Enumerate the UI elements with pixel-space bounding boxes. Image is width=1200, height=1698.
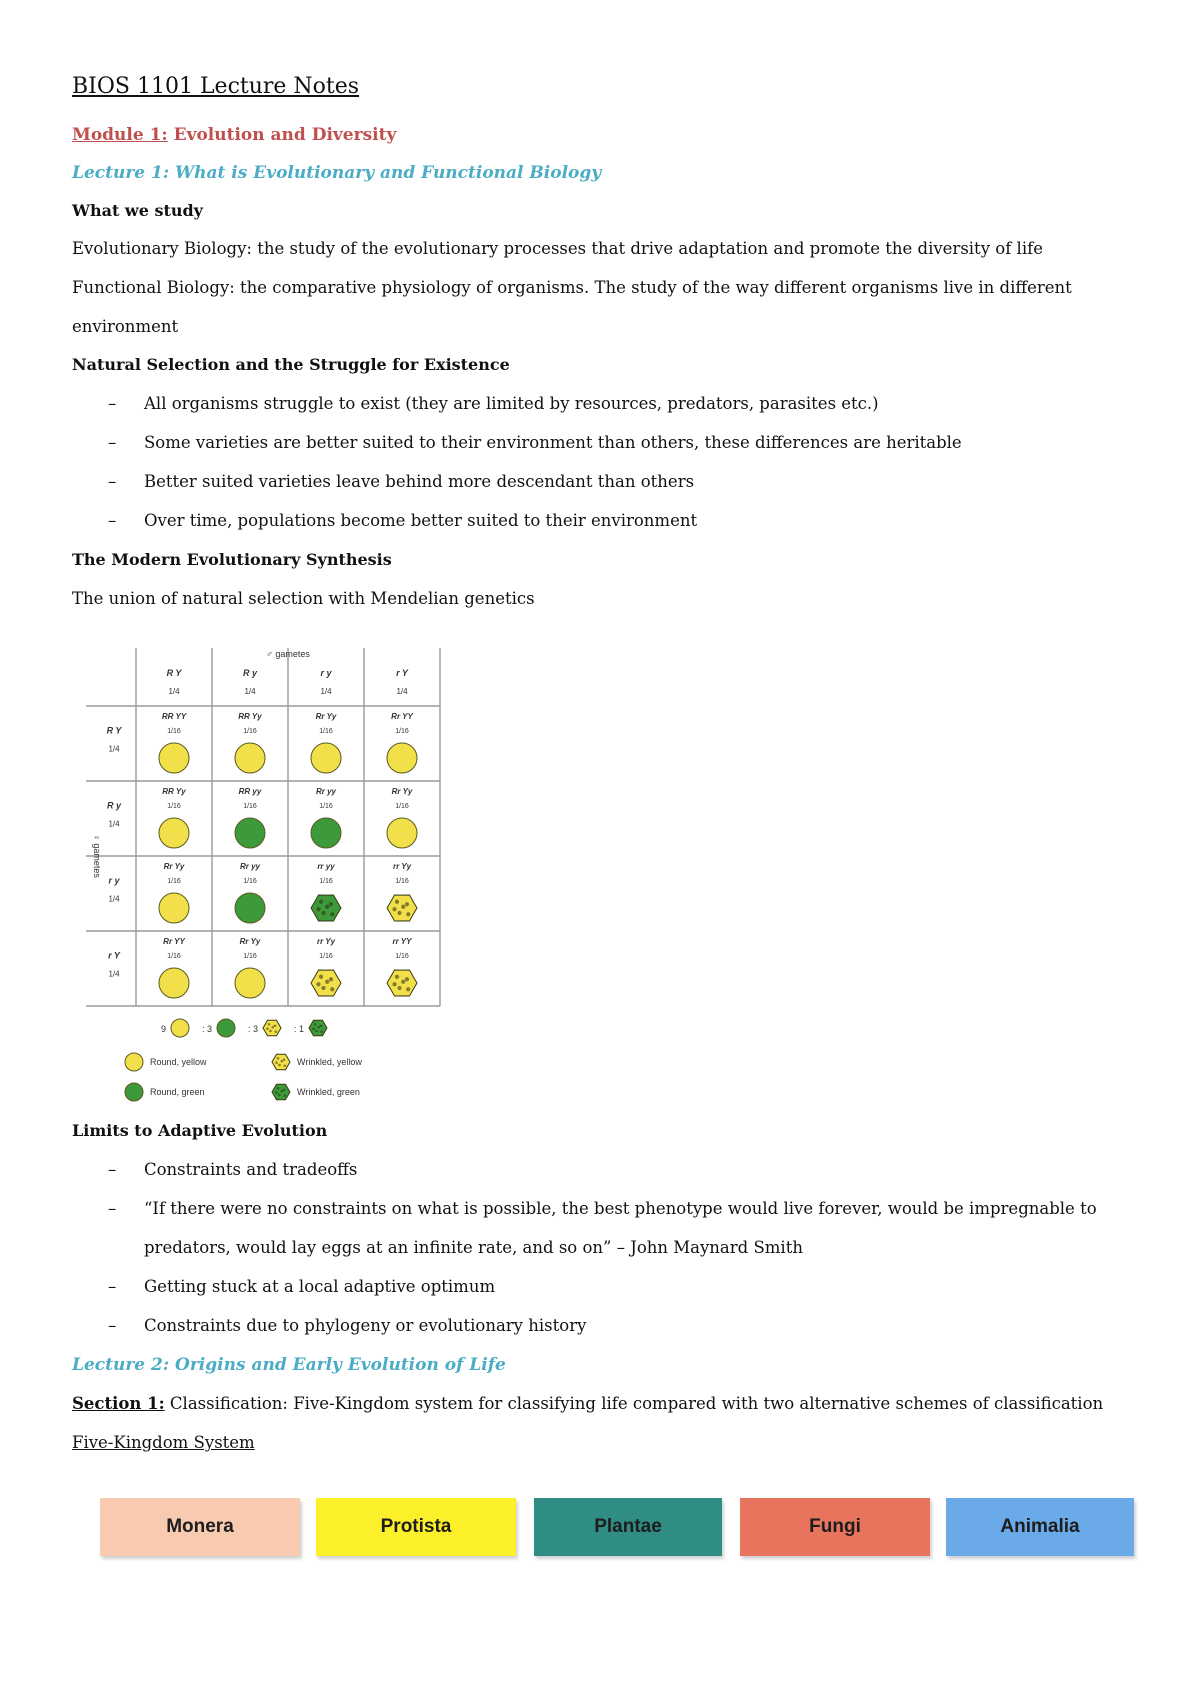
wrinkle-spot: [274, 1030, 277, 1033]
cell-fraction: 1/16: [243, 953, 257, 960]
cell-genotype: RR Yy: [162, 787, 186, 796]
cell-fraction: 1/16: [167, 803, 181, 810]
cell-genotype: Rr Yy: [391, 787, 413, 796]
row-header: R Y: [106, 725, 122, 736]
column-fraction: 1/4: [168, 687, 180, 696]
wrinkle-spot: [405, 977, 409, 981]
module-heading: [72, 124, 396, 146]
cell-genotype: Rr YY: [391, 712, 413, 721]
wrinkle-spot: [312, 1027, 315, 1030]
wrinkle-spot: [266, 1027, 269, 1030]
cell-genotype: rr yy: [317, 862, 335, 871]
punnett-square-svg: [86, 648, 456, 1108]
ratio-number: : 3: [247, 1024, 258, 1034]
wrinkle-spot: [405, 902, 409, 906]
pea-round-yellow: [387, 818, 417, 848]
cell-genotype: rr YY: [392, 937, 412, 946]
legend-pea: [125, 1083, 143, 1101]
row-header: r y: [108, 875, 120, 886]
functional-biology-continuation: environment: [72, 317, 179, 336]
kingdom-label: Plantae: [594, 1516, 662, 1537]
wrinkle-spot: [316, 982, 320, 986]
wrinkle-spot: [330, 912, 334, 916]
wrinkle-spot: [275, 1061, 278, 1064]
wrinkle-spot: [315, 1030, 318, 1033]
row-fraction: 1/4: [108, 744, 120, 754]
cell-fraction: 1/16: [167, 728, 181, 735]
legend-label: Round, green: [150, 1087, 205, 1097]
kingdom-box-fungi: [740, 1498, 930, 1556]
pea-round-yellow: [159, 893, 189, 923]
wrinkle-spot: [320, 1030, 323, 1033]
cell-fraction: 1/16: [319, 953, 333, 960]
pea-round-yellow: [235, 968, 265, 998]
cell-genotype: rr Yy: [316, 937, 336, 946]
wrinkle-spot: [280, 1090, 283, 1093]
wrinkle-spot: [283, 1058, 286, 1061]
wrinkle-spot: [392, 907, 396, 911]
column-fraction: 1/4: [244, 687, 256, 696]
section-1-line: [72, 1393, 1103, 1415]
cell-genotype: Rr yy: [315, 787, 337, 796]
cell-fraction: 1/16: [243, 803, 257, 810]
male-gametes-label: ♂ gametes: [266, 649, 310, 659]
kingdom-box-monera: [100, 1498, 300, 1556]
pea-round-yellow: [159, 968, 189, 998]
wrinkle-spot: [280, 1060, 283, 1063]
column-header: R Y: [166, 668, 182, 678]
cell-genotype: RR Yy: [238, 712, 262, 721]
column-header: R y: [242, 668, 258, 678]
wrinkle-spot: [269, 1030, 272, 1033]
row-fraction: 1/4: [108, 894, 120, 904]
legend-label: Round, yellow: [150, 1057, 207, 1067]
cell-fraction: 1/16: [395, 803, 409, 810]
wrinkle-spot: [401, 905, 405, 909]
pea-round-green: [235, 818, 265, 848]
row-fraction: 1/4: [108, 819, 120, 829]
legend-pea: [125, 1053, 143, 1071]
wrinkle-spot: [283, 1064, 286, 1067]
column-fraction: 1/4: [396, 687, 408, 696]
cell-fraction: 1/16: [243, 878, 257, 885]
wrinkle-spot: [278, 1094, 281, 1097]
cell-genotype: Rr Yy: [163, 862, 185, 871]
five-kingdom-subheading: Five-Kingdom System: [72, 1433, 255, 1452]
module-label: Module 1:: [72, 125, 168, 145]
cell-fraction: 1/16: [395, 878, 409, 885]
functional-biology-definition: Functional Biology: the comparative physiology of organisms. The study of the way different organisms live in different: [72, 278, 1072, 297]
cell-fraction: 1/16: [243, 728, 257, 735]
wrinkle-spot: [321, 986, 325, 990]
kingdom-box-animalia: [946, 1498, 1134, 1556]
pea-round-yellow: [235, 743, 265, 773]
five-kingdom-diagram: [100, 1498, 1140, 1568]
column-header: r Y: [396, 668, 408, 678]
wrinkle-spot: [268, 1023, 271, 1026]
what-we-study-heading: What we study: [72, 201, 203, 220]
wrinkle-spot: [275, 1091, 278, 1094]
ratio-pea: [217, 1019, 235, 1037]
wrinkle-spot: [321, 911, 325, 915]
wrinkle-spot: [406, 912, 410, 916]
wrinkle-spot: [395, 900, 399, 904]
kingdom-label: Fungi: [809, 1516, 861, 1537]
module-text: Evolution and Diversity: [167, 125, 397, 145]
lecture-2-heading: Lecture 2: Origins and Early Evolution of Life: [72, 1355, 506, 1375]
wrinkle-spot: [283, 1088, 286, 1091]
wrinkle-spot: [319, 900, 323, 904]
cell-fraction: 1/16: [319, 803, 333, 810]
pea-round-yellow: [311, 743, 341, 773]
wrinkle-spot: [274, 1024, 277, 1027]
document-page: BIOS 1101 Lecture Notes Module 1: Evolution and Diversity Lecture 1: What is Evolutionary and Functional Biology What we study Evolutionary Biology: the study of the evolutionary processes that drive adaptation and promote the diversity of life Functional Biology: the comparative physiology of organisms. The study of the way different organisms live in different environment Natural Selection and the Struggle for Existence – All organisms struggle to exist (they are limited by resources, predators, parasites etc.) – Some varieties are better suited to their environment than others, these differences are heritable – Better suited varieties leave behind more descendant than others – Over time, populations become better suited to their environment The Modern Evolutionary Synthesis The union of natural selection with Mendelian genetics ♂ gametes ♀ gametes R Y 1/4 R y 1/4 r y 1/4 r Y 1/4 R Y 1/4 R y 1/4 r y 1/4 r Y 1/4 RR YY 1/16 RR Yy 1/16 Rr Yy 1/16 Rr YY 1/16 RR Yy 1/16 RR yy 1/16 Rr yy 1/16 Rr Yy 1/16 Rr Yy 1/16 Rr yy 1/16 rr yy 1/16 rr Yy 1/16 Rr YY 1/16 Rr Yy 1/16 rr Yy 1/16 rr YY 1/16 9 : 3 : 3 : 1 Round, yellow Wrinkled, yellow Round, green Wrinkled, green Limits to Adaptive Evolution – Constraints and tradeoffs – “If there were no constraints on what is possible, the best phenotype would live forever, would be impregnable to predators, would lay eggs at an infinite rate, and so on” – John Maynard Smith – Getting stuck at a local adaptive optimum – Constraints due to phylogeny or evolutionary history Lecture 2: Origins and Early Evolution of Life Section 1: Classification: Five-Kingdom system for classifying life compared with two alternative schemes of classification Five-Kingdom System Monera Protista Plantae Fungi Animalia: [0, 0, 1200, 1698]
wrinkle-spot: [325, 980, 329, 984]
kingdom-label: Animalia: [1000, 1516, 1080, 1537]
lecture-1-heading: Lecture 1: What is Evolutionary and Functional Biology: [72, 163, 602, 183]
wrinkle-spot: [278, 1064, 281, 1067]
ratio-number: : 1: [293, 1024, 304, 1034]
kingdom-label: Protista: [380, 1516, 452, 1537]
wrinkle-spot: [271, 1026, 274, 1029]
wrinkle-spot: [320, 1024, 323, 1027]
wrinkle-spot: [397, 911, 401, 915]
cell-fraction: 1/16: [395, 953, 409, 960]
pea-round-yellow: [387, 743, 417, 773]
punnett-square-figure: [86, 648, 456, 1108]
wrinkle-spot: [314, 1023, 317, 1026]
cell-fraction: 1/16: [167, 878, 181, 885]
cell-genotype: RR YY: [161, 712, 187, 721]
pea-round-yellow: [159, 743, 189, 773]
wrinkle-spot: [329, 977, 333, 981]
wrinkle-spot: [316, 907, 320, 911]
wrinkle-spot: [283, 1094, 286, 1097]
natural-selection-heading: Natural Selection and the Struggle for Existence: [72, 355, 510, 374]
row-header: R y: [106, 800, 122, 811]
wrinkle-spot: [401, 980, 405, 984]
modern-synthesis-heading: The Modern Evolutionary Synthesis: [72, 550, 392, 569]
evolutionary-biology-definition: Evolutionary Biology: the study of the evolutionary processes that drive adaptation and promote the diversity of life: [72, 239, 1043, 258]
wrinkle-spot: [395, 975, 399, 979]
cell-genotype: rr Yy: [392, 862, 412, 871]
legend-label: Wrinkled, green: [297, 1087, 360, 1097]
cell-genotype: RR yy: [238, 787, 262, 796]
row-header: r Y: [108, 950, 120, 961]
wrinkle-spot: [319, 975, 323, 979]
wrinkle-spot: [277, 1057, 280, 1060]
ratio-number: 9: [160, 1024, 166, 1034]
cell-genotype: Rr Yy: [315, 712, 337, 721]
cell-genotype: Rr Yy: [239, 937, 261, 946]
column-fraction: 1/4: [320, 687, 332, 696]
pea-round-green: [311, 818, 341, 848]
section-1-label: Section 1:: [72, 1394, 165, 1413]
cell-fraction: 1/16: [319, 728, 333, 735]
wrinkle-spot: [406, 987, 410, 991]
wrinkle-spot: [325, 905, 329, 909]
wrinkle-spot: [330, 987, 334, 991]
wrinkle-spot: [277, 1087, 280, 1090]
column-header: r y: [320, 668, 332, 678]
cell-fraction: 1/16: [395, 728, 409, 735]
cell-genotype: Rr YY: [163, 937, 185, 946]
kingdom-box-plantae: [534, 1498, 722, 1556]
kingdom-label: Monera: [166, 1516, 234, 1537]
female-gametes-label: ♀ gametes: [92, 834, 102, 878]
ratio-number: : 3: [201, 1024, 212, 1034]
modern-synthesis-text: The union of natural selection with Mendelian genetics: [72, 589, 535, 608]
section-1-text: Classification: Five-Kingdom system for classifying life compared with two alternative schemes of classification: [164, 1394, 1104, 1413]
wrinkle-spot: [329, 902, 333, 906]
row-fraction: 1/4: [108, 969, 120, 979]
ratio-pea: [171, 1019, 189, 1037]
wrinkle-spot: [397, 986, 401, 990]
wrinkle-spot: [317, 1026, 320, 1029]
document-title: BIOS 1101 Lecture Notes: [72, 74, 360, 99]
limits-heading: Limits to Adaptive Evolution: [72, 1121, 328, 1140]
cell-fraction: 1/16: [319, 878, 333, 885]
kingdom-box-protista: [316, 1498, 516, 1556]
pea-round-green: [235, 893, 265, 923]
wrinkle-spot: [392, 982, 396, 986]
legend-label: Wrinkled, yellow: [297, 1057, 362, 1067]
pea-round-yellow: [159, 818, 189, 848]
cell-genotype: Rr yy: [239, 862, 261, 871]
cell-fraction: 1/16: [167, 953, 181, 960]
